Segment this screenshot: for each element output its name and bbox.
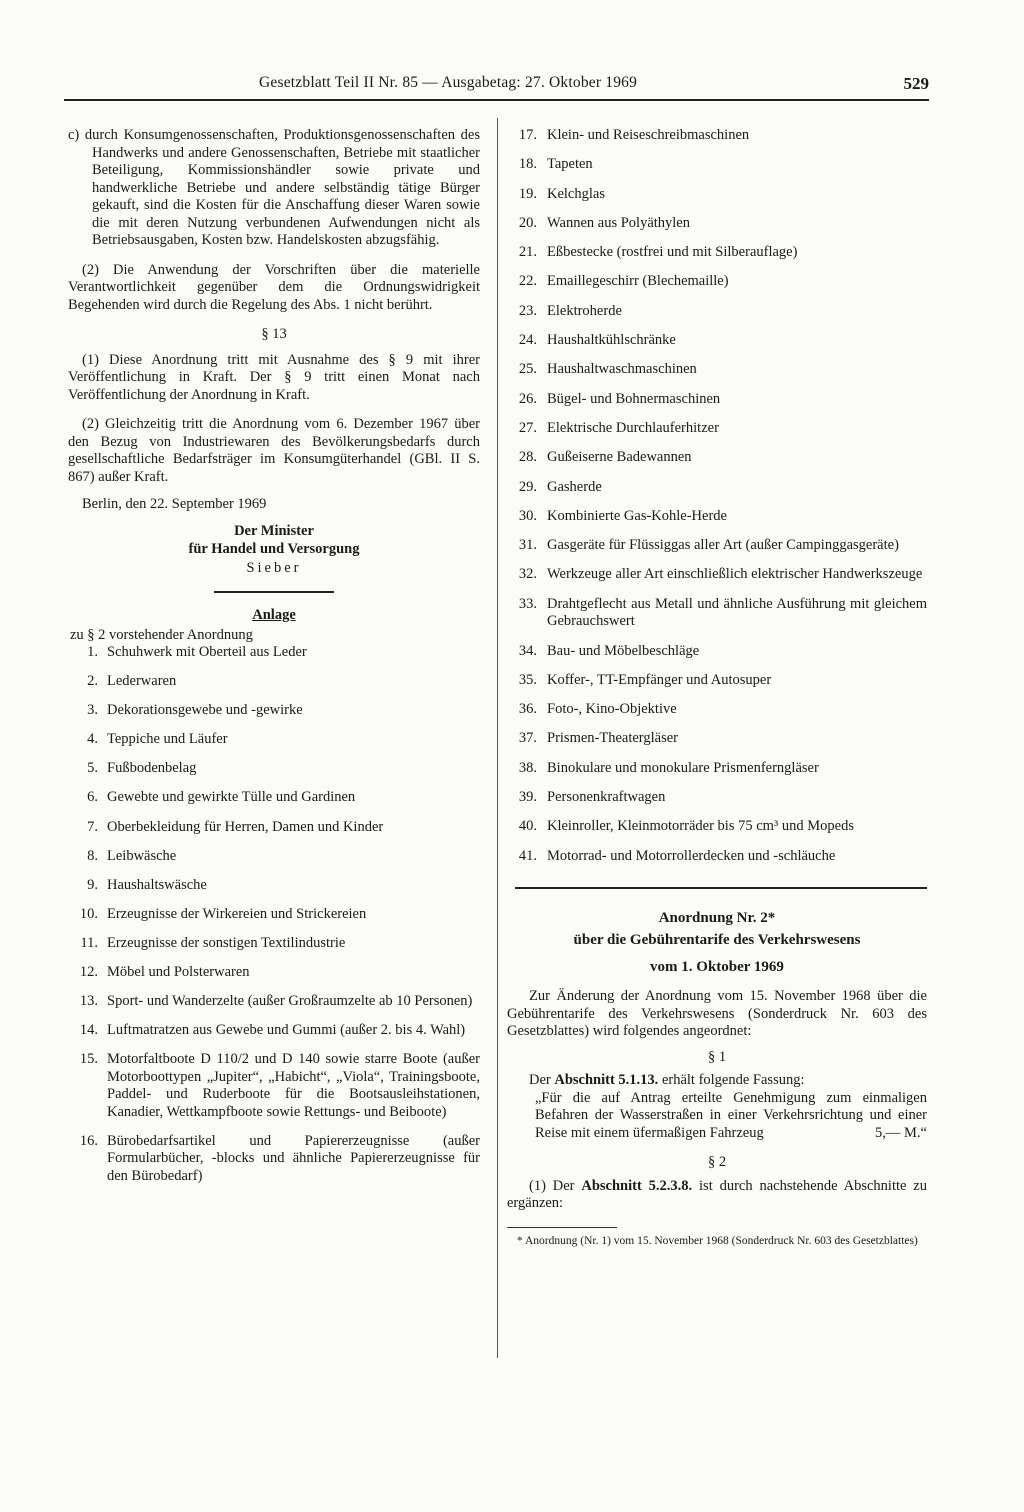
s1-pre: Der — [529, 1072, 555, 1089]
list-item-text: Leibwäsche — [107, 847, 177, 864]
section-rule — [515, 887, 927, 889]
list-item — [68, 789, 480, 807]
list-item — [68, 819, 480, 837]
list-item-number: 19. — [518, 185, 537, 202]
anlage-list-right — [507, 127, 927, 865]
section-2-heading: § 2 — [707, 1154, 727, 1171]
list-item-number: 21. — [518, 244, 537, 261]
item-c-label: c) — [68, 127, 80, 143]
list-item — [507, 186, 927, 204]
list-item — [68, 877, 480, 895]
list-item-number: 1. — [87, 644, 98, 660]
list-item-text: Elektrische Durchlauferhitzer — [547, 419, 719, 436]
list-item-text: Binokulare und monokulare Prismenferngläser — [547, 759, 819, 776]
list-item-text: Haushaltkühlschränke — [547, 332, 676, 349]
list-item-number: 4. — [87, 731, 98, 748]
list-item-number: 39. — [518, 789, 537, 806]
footnote-rule — [507, 1227, 617, 1228]
anlage-subtitle: zu § 2 vorstehender Anordnung — [70, 626, 253, 643]
list-item-number: 38. — [518, 759, 537, 776]
list-item-text: Kelchglas — [547, 185, 605, 202]
list-item — [68, 702, 480, 720]
s1-fee: 5,— M.“ — [875, 1124, 927, 1141]
paragraph-13-2: (2) Gleichzeitig tritt die Anordnung vom 6. Dezember 1967 über den Bezug von Industriewaren des Bevölkerungsbedarfs durch gesellschaftliche Bedarfsträger im Konsumgüterhandel (GBl. II S. 867) außer Kraft. — [68, 416, 480, 485]
list-item-text: Personenkraftwagen — [547, 789, 666, 806]
list-item-text: Teppiche und Läufer — [107, 731, 228, 748]
list-item-number: 2. — [87, 673, 98, 690]
list-item-number: 17. — [518, 127, 537, 143]
list-item-text: Kombinierte Gas-Kohle-Herde — [547, 507, 727, 524]
list-item-text: Eßbestecke (rostfrei und mit Silberauflage) — [547, 244, 798, 261]
s1-quote-text: „Für die auf Antrag erteilte Genehmigung zum einmaligen Befahren der Wasserstraßen in einer Verkehrsrichtung und einer Reise mit einem üfermaßigen Fahrzeug — [535, 1089, 927, 1141]
list-item — [507, 760, 927, 778]
list-item-number: 20. — [518, 214, 537, 231]
list-item — [507, 566, 927, 584]
paragraph-12-2: (2) Die Anwendung der Vorschriften über die materielle Verantwortlichkeit gegenüber dem die Ordnungswidrigkeit Begehenden wird durch die Regelung des Abs. 1 nicht berührt. — [68, 261, 480, 313]
list-item — [507, 156, 927, 174]
list-item — [68, 1133, 480, 1186]
list-item-text: Luftmatratzen aus Gewebe und Gummi (außer 2. bis 4. Wahl) — [107, 1022, 466, 1039]
list-item-number: 3. — [87, 702, 98, 719]
list-item — [507, 127, 927, 145]
list-item-text: Möbel und Polsterwaren — [107, 964, 250, 981]
list-item — [507, 479, 927, 497]
ordinance-intro: Zur Änderung der Anordnung vom 15. November 1968 über die Gebührentarife des Verkehrswesens (Sonderdruck Nr. 603 des Gesetzblattes) wird folgendes angeordnet: — [507, 988, 927, 1040]
item-c — [68, 127, 480, 250]
header-title: Gesetzblatt Teil II Nr. 85 — Ausgabetag: 27. Oktober 1969 — [259, 74, 638, 91]
list-item-number: 6. — [87, 789, 98, 806]
list-item — [507, 244, 927, 262]
list-item-number: 23. — [518, 302, 537, 319]
list-item-text: Haushaltwaschmaschinen — [547, 361, 697, 378]
list-item — [507, 391, 927, 409]
list-item-number: 30. — [518, 507, 537, 524]
list-item-number: 37. — [518, 730, 537, 747]
signer-title-2: für Handel und Versorgung — [188, 540, 360, 557]
column-divider — [497, 118, 498, 1358]
list-item-text: Motorrad- und Motorrollerdecken und -schläuche — [547, 847, 836, 864]
list-item-text: Dekorationsgewebe und -gewirke — [107, 702, 303, 719]
header-rule — [64, 99, 929, 101]
section-1-quote — [507, 1090, 927, 1143]
ordinance-date: vom 1. Oktober 1969 — [650, 959, 784, 976]
right-column — [507, 127, 927, 1248]
section-1-heading: § 1 — [707, 1048, 727, 1065]
list-item-text: Gasherde — [547, 478, 602, 495]
page-header — [64, 74, 929, 100]
item-c-text: durch Konsumgenossenschaften, Produktionsgenossenschaften des Handwerks und andere Genossenschaften, Betriebe mit staatlicher Beteiligung, Kommissionshändler sowie private und handwerkliche Betriebe und andere selbständig tätige Bürger gekauft, sind die Kosten für die Anschaffung dieser Waren sowie die mit deren Nutzung verbundenen Aufwendungen nicht als Betriebsausgaben, Kosten bzw. Handelskosten abzugsfähig. — [84, 127, 480, 248]
list-item — [507, 848, 927, 866]
list-item-number: 34. — [518, 642, 537, 659]
list-item-number: 5. — [87, 760, 98, 777]
list-item — [68, 731, 480, 749]
list-item-number: 31. — [518, 537, 537, 554]
footnote: * Anordnung (Nr. 1) vom 15. November 1968 (Sonderdruck Nr. 603 des Gesetzblattes) — [517, 1234, 918, 1247]
list-item — [507, 273, 927, 291]
list-item — [507, 672, 927, 690]
list-item-text: Haushaltswäsche — [107, 876, 207, 893]
list-item-text: Oberbekleidung für Herren, Damen und Kinder — [107, 818, 384, 835]
section-13-heading: § 13 — [261, 326, 287, 342]
list-item-text: Elektroherde — [547, 302, 622, 319]
list-item-text: Drahtgeflecht aus Metall und ähnliche Ausführung mit gleichem Gebrauchswert — [547, 595, 927, 630]
anlage-title: Anlage — [252, 607, 296, 623]
list-item-text: Klein- und Reiseschreibmaschinen — [547, 127, 750, 143]
list-item-text: Sport- und Wanderzelte (außer Großraumzelte ab 10 Personen) — [107, 993, 473, 1010]
list-item-number: 33. — [518, 595, 537, 612]
s2-section-ref: Abschnitt 5.2.3.8. — [581, 1177, 693, 1194]
list-item — [507, 730, 927, 748]
list-item-text: Gußeiserne Badewannen — [547, 449, 692, 466]
list-item-text: Wannen aus Polyäthylen — [547, 214, 690, 231]
list-item — [507, 361, 927, 379]
list-item-text: Bau- und Möbelbeschläge — [547, 642, 700, 659]
list-item-number: 15. — [79, 1051, 98, 1068]
paragraph-13-1: (1) Diese Anordnung tritt mit Ausnahme des § 9 mit ihrer Veröffentlichung in Kraft. Der § 9 tritt einen Monat nach Veröffentlichung der Anordnung in Kraft. — [68, 351, 480, 403]
list-item-text: Schuhwerk mit Oberteil aus Leder — [107, 644, 307, 660]
list-item — [68, 1022, 480, 1040]
list-item-text: Erzeugnisse der Wirkereien und Strickereien — [107, 905, 367, 922]
signature-rule — [214, 591, 334, 593]
s2-post: ist durch nachstehende Abschnitte zu ergänzen: — [507, 1177, 927, 1212]
list-item-text: Kleinroller, Kleinmotorräder bis 75 cm³ und Mopeds — [547, 818, 854, 835]
list-item-number: 8. — [87, 847, 98, 864]
list-item — [68, 906, 480, 924]
list-item — [68, 760, 480, 778]
list-item — [507, 596, 927, 631]
list-item-text: Prismen-Theatergläser — [547, 730, 678, 747]
list-item — [68, 644, 480, 662]
list-item — [68, 673, 480, 691]
list-item-number: 25. — [518, 361, 537, 378]
list-item — [507, 303, 927, 321]
list-item-text: Gewebte und gewirkte Tülle und Gardinen — [107, 789, 356, 806]
list-item — [507, 332, 927, 350]
list-item — [507, 701, 927, 719]
list-item-number: 28. — [518, 449, 537, 466]
place-date: Berlin, den 22. September 1969 — [82, 496, 267, 512]
signer-name: Sieber — [246, 559, 302, 576]
list-item-number: 29. — [518, 478, 537, 495]
list-item-number: 11. — [80, 934, 98, 951]
list-item-number: 10. — [79, 905, 98, 922]
list-item-text: Emaillegeschirr (Blechemaille) — [547, 273, 729, 290]
list-item — [507, 215, 927, 233]
list-item-text: Fußbodenbelag — [107, 760, 197, 777]
list-item — [68, 935, 480, 953]
list-item-number: 7. — [87, 818, 98, 835]
list-item — [68, 964, 480, 982]
list-item-number: 14. — [79, 1022, 98, 1039]
ordinance-subject: über die Gebührentarife des Verkehrswesens — [573, 932, 861, 949]
list-item-number: 41. — [518, 847, 537, 864]
list-item — [68, 993, 480, 1011]
signer-title-1: Der Minister — [234, 522, 314, 539]
section-1-text — [507, 1072, 927, 1090]
list-item — [507, 643, 927, 661]
list-item — [507, 508, 927, 526]
list-item-text: Bügel- und Bohnermaschinen — [547, 390, 721, 407]
list-item-number: 40. — [518, 818, 537, 835]
list-item-text: Bürobedarfsartikel und Papiererzeugnisse (außer Formularbücher, -blocks und ähnliche Papiererzeugnisse für den Bürobedarf) — [107, 1132, 480, 1184]
ordinance-title: Anordnung Nr. 2* — [658, 910, 776, 927]
list-item-text: Motorfaltboote D 110/2 und D 140 sowie starre Boote (außer Motorboottypen „Jupiter“, „Habicht“, „Viola“, Trainingsboote, Paddel- und Ruderboote für die Bootsausleihstationen, Kanadier, Wettkampfboote sowie Rettungs- und Beiboote) — [107, 1051, 480, 1120]
list-item-number: 12. — [79, 964, 98, 981]
list-item-number: 27. — [518, 419, 537, 436]
list-item-text: Foto-, Kino-Objektive — [547, 701, 677, 718]
list-item — [507, 789, 927, 807]
list-item-number: 9. — [87, 876, 98, 893]
list-item-text: Erzeugnisse der sonstigen Textilindustrie — [107, 934, 346, 951]
list-item — [507, 420, 927, 438]
list-item — [507, 818, 927, 836]
list-item-number: 32. — [518, 566, 537, 583]
left-column — [68, 127, 480, 1197]
list-item-number: 35. — [518, 671, 537, 688]
page-number: 529 — [903, 74, 929, 93]
s2-pre: (1) Der — [529, 1177, 582, 1194]
list-item-number: 24. — [518, 332, 537, 349]
anlage-list-left — [68, 644, 480, 1185]
list-item — [507, 449, 927, 467]
list-item-number: 36. — [518, 701, 537, 718]
list-item-text: Koffer-, TT-Empfänger und Autosuper — [547, 671, 772, 688]
list-item-number: 22. — [518, 273, 537, 290]
s1-section-ref: Abschnitt 5.1.13. — [554, 1072, 659, 1089]
s1-post: erhält folgende Fassung: — [658, 1072, 805, 1089]
list-item-text: Tapeten — [547, 156, 593, 173]
list-item-number: 16. — [79, 1132, 98, 1149]
list-item — [507, 537, 927, 555]
list-item-text: Gasgeräte für Flüssiggas aller Art (außer Campinggasgeräte) — [547, 537, 899, 554]
list-item-text: Werkzeuge aller Art einschließlich elektrischer Handwerkszeuge — [547, 566, 923, 583]
list-item-number: 18. — [518, 156, 537, 173]
section-2-text — [507, 1178, 927, 1213]
list-item-number: 26. — [518, 390, 537, 407]
list-item — [68, 1051, 480, 1121]
list-item-text: Lederwaren — [107, 673, 177, 690]
list-item — [68, 848, 480, 866]
list-item-number: 13. — [79, 993, 98, 1010]
